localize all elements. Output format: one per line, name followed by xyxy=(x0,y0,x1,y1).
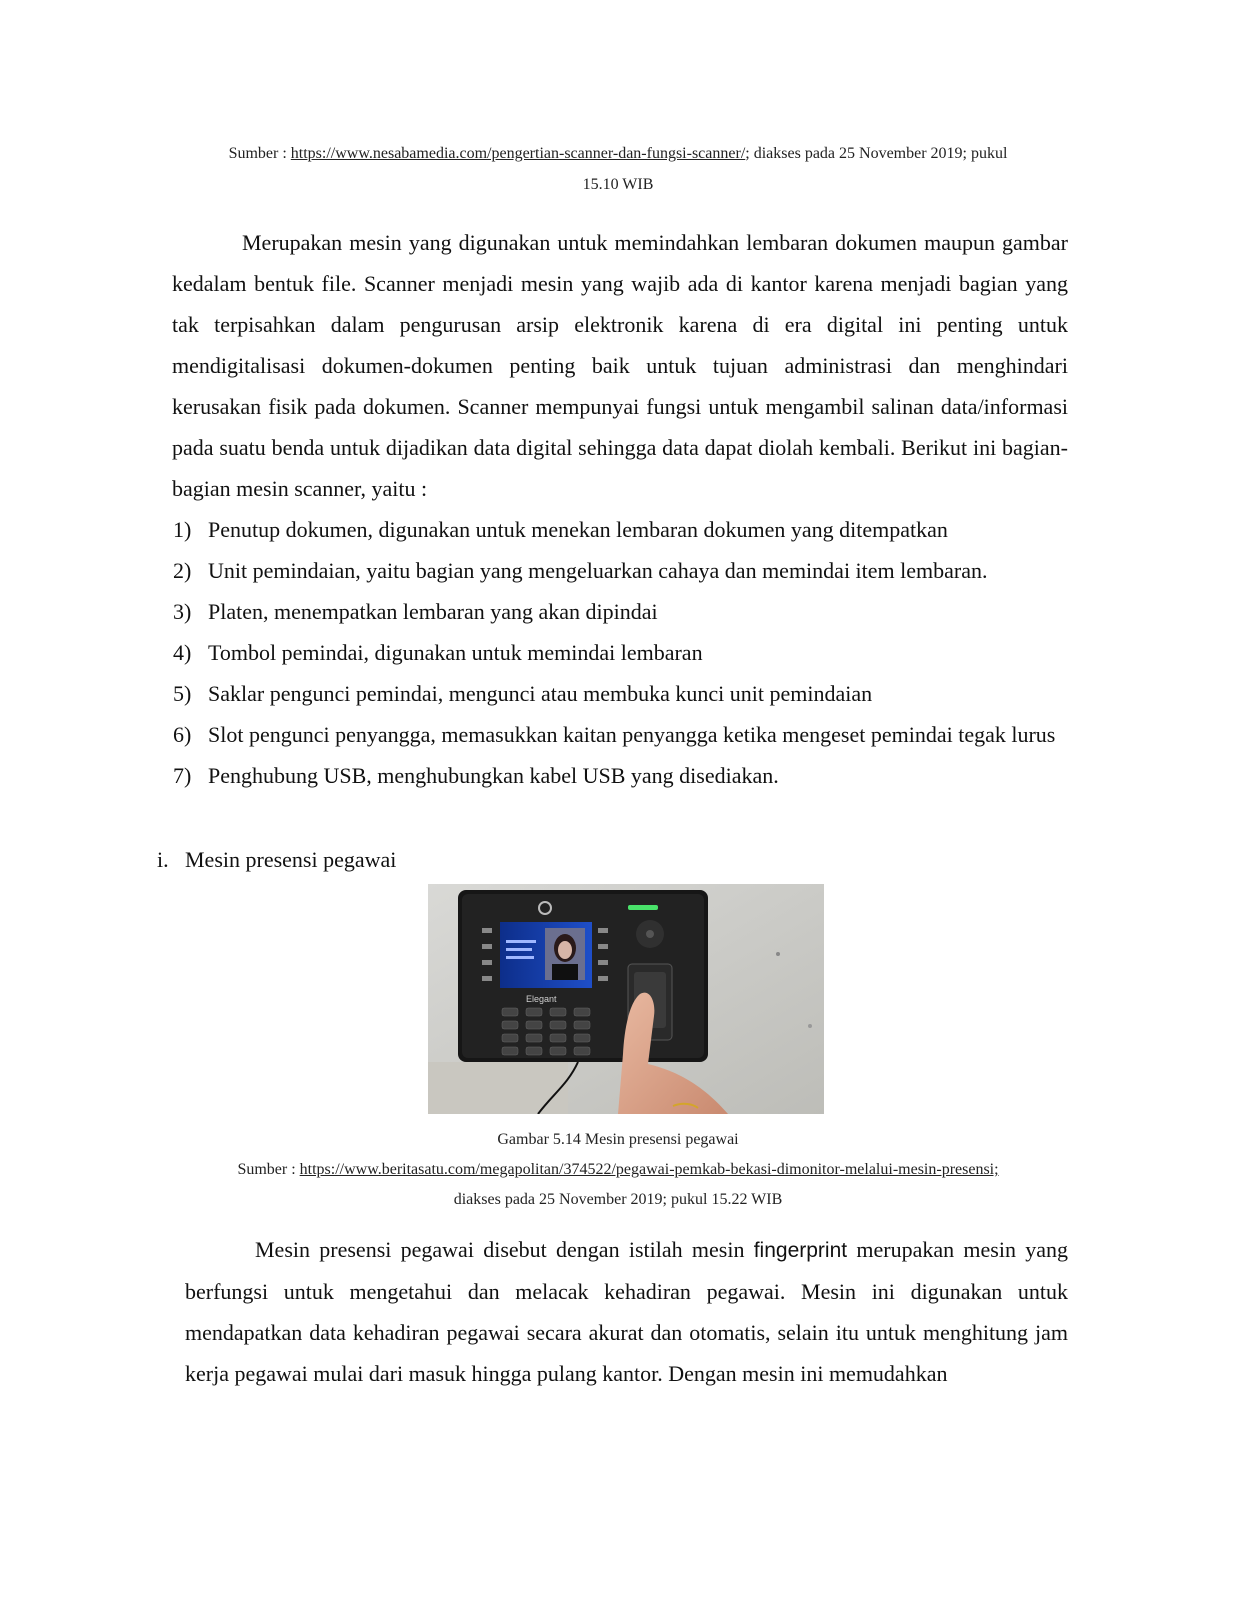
scanner-source-line-1: Sumber : https://www.nesabamedia.com/pengertian-scanner-dan-fungsi-scanner/; diakses pada 25 November 2019; pukul xyxy=(228,145,1008,162)
figure-source-line-1: Sumber : https://www.beritasatu.com/megapolitan/374522/pegawai-pemkab-bekasi-dimonitor-melalui-mesin-presensi; xyxy=(237,1161,999,1178)
figure-source-link[interactable]: https://www.beritasatu.com/megapolitan/374522/pegawai-pemkab-bekasi-dimonitor-melalui-mesin-presensi; xyxy=(299,1161,999,1178)
device-brand-label: Elegant xyxy=(526,994,557,1004)
figure-source-line-2: diakses pada 25 November 2019; pukul 15.22 WIB xyxy=(453,1191,783,1208)
figure-caption-block xyxy=(150,1125,1086,1215)
attendance-machine-photo xyxy=(428,884,824,1114)
presensi-paragraph: Mesin presensi pegawai disebut dengan istilah mesin fingerprint merupakan mesin yang berfungsi untuk mengetahui dan melacak kehadiran pegawai. Mesin ini digunakan untuk mendapatkan data kehadiran pegawai secara akurat dan otomatis, selain itu untuk menghitung jam kerja pegawai mulai dari masuk hingga pulang kantor. Dengan mesin ini memudahkan xyxy=(185,1237,1068,1386)
list-item: 6) Slot pengunci penyangga, memasukkan kaitan penyangga ketika mengeset pemindai tegak lurus xyxy=(173,722,1056,747)
list-item: 7) Penghubung USB, menghubungkan kabel USB yang disediakan. xyxy=(173,763,779,788)
scanner-paragraph xyxy=(172,222,1068,509)
list-item: 4) Tombol pemindai, digunakan untuk memindai lembaran xyxy=(173,640,703,665)
list-item: 3) Platen, menempatkan lembaran yang akan dipindai xyxy=(173,599,658,624)
scanner-paragraph-text: Merupakan mesin yang digunakan untuk memindahkan lembaran dokumen maupun gambar kedalam bentuk file. Scanner menjadi mesin yang wajib ada di kantor karena menjadi bagian yang tak terpisahkan dalam pengurusan arsip elektronik karena di era digital ini penting untuk mendigitalisasi dokumen-dokumen penting baik untuk tujuan administrasi dan menghindari kerusakan fisik pada dokumen. Scanner mempunyai fungsi untuk mengambil salinan data/informasi pada suatu benda untuk dijadikan data digital sehingga data dapat diolah kembali. Berikut ini bagian-bagian mesin scanner, yaitu : xyxy=(172,230,1068,501)
subsection-heading: i. Mesin presensi pegawai xyxy=(157,847,397,872)
scanner-parts-list xyxy=(173,509,1083,796)
scanner-source-citation xyxy=(150,138,1086,200)
scanner-source-link[interactable]: https://www.nesabamedia.com/pengertian-scanner-dan-fungsi-scanner/ xyxy=(290,145,746,162)
list-item: 5) Saklar pengunci pemindai, mengunci atau membuka kunci unit pemindaian xyxy=(173,681,873,706)
list-item: 1) Penutup dokumen, digunakan untuk menekan lembaran dokumen yang ditempatkan xyxy=(173,517,948,542)
fingerprint-term: fingerprint xyxy=(753,1239,848,1262)
figure-caption: Gambar 5.14 Mesin presensi pegawai xyxy=(497,1131,739,1148)
list-item: 2) Unit pemindaian, yaitu bagian yang mengeluarkan cahaya dan memindai item lembaran. xyxy=(173,558,988,583)
scanner-source-line-2: 15.10 WIB xyxy=(582,176,654,193)
